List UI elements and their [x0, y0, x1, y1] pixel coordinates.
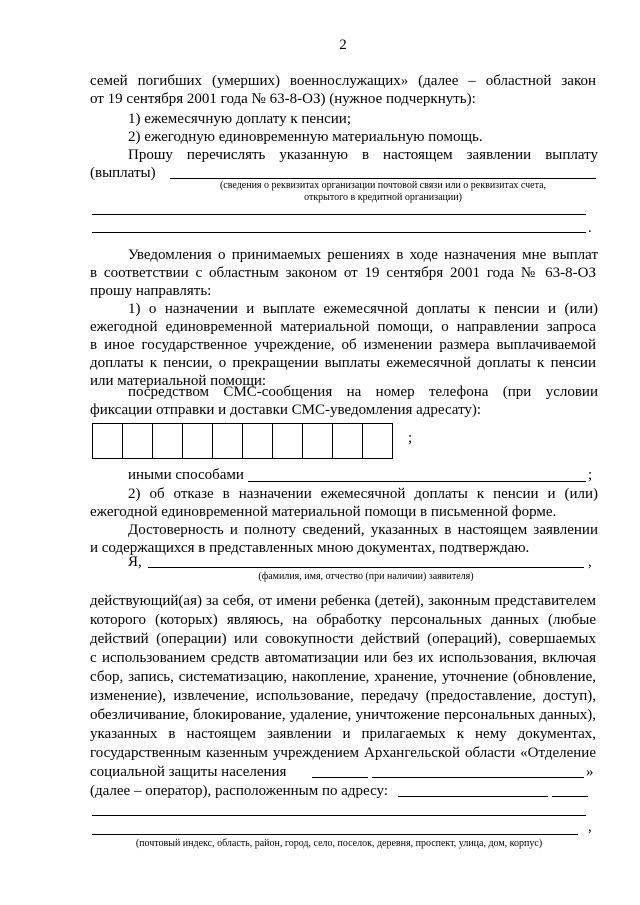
other-methods-field[interactable]: [248, 481, 586, 482]
text-line: Прошу перечислять указанную в настоящем заявлении выплату: [128, 147, 598, 163]
text-line: и содержащихся в представленных мною документах, подтверждаю.: [90, 540, 530, 556]
text-line: социальной защиты населения: [90, 764, 287, 780]
period-mark: .: [588, 220, 592, 236]
text-line: которого (которых) являюсь, на обработку персональных данных (любые: [90, 612, 596, 628]
text-line: ежегодной единовременной материальной помощи, о направлении запроса: [90, 319, 596, 335]
text-line: от 19 сентября 2001 года № 63-8-ОЗ) (нужное подчеркнуть):: [90, 91, 476, 107]
phone-digit-cell[interactable]: [92, 423, 123, 459]
comma-mark: ,: [588, 554, 592, 570]
phone-digit-cell[interactable]: [152, 423, 183, 459]
department-field-a[interactable]: [312, 777, 368, 778]
text-line: фиксации отправки и доставки СМС-уведомления адресату):: [90, 402, 482, 418]
phone-digit-cell[interactable]: [272, 423, 303, 459]
text-line: обезличивание, блокирование, удаление, уничтожение персональных данных),: [90, 707, 596, 723]
text-line: действий (операции) или совокупности действий (операций), совершаемых: [90, 631, 596, 647]
phone-digit-cell[interactable]: [332, 423, 363, 459]
caption-address: (почтовый индекс, область, район, город, село, поселок, деревня, проспект, улица, дом, корпус): [135, 838, 543, 849]
address-field-3[interactable]: [92, 834, 578, 835]
text-line: изменение), извлечение, использование, передачу (предоставление, доступ),: [90, 688, 596, 704]
text-line: Достоверность и полноту сведений, указанных в настоящем заявлении: [128, 522, 598, 538]
phone-digit-cell[interactable]: [122, 423, 153, 459]
option-annual[interactable]: 2) ежегодную единовременную материальную помощь.: [128, 129, 483, 145]
text-line: 1) о назначении и выплате ежемесячной доплаты к пенсии и (или): [128, 301, 598, 317]
caption-bank-1: (сведения о реквизитах организации почтовой связи или о реквизитах счета,: [219, 180, 547, 191]
page-number: 2: [339, 37, 347, 53]
caption-fio: (фамилия, имя, отчество (при наличии) заявителя): [258, 571, 474, 582]
text-line: действующий(ая) за себя, от имени ребенка (детей), законным представителем: [90, 593, 596, 609]
text-line: посредством СМС-сообщения на номер телефона (при условии: [128, 384, 598, 400]
phone-digit-cell[interactable]: [362, 423, 393, 459]
bank-details-field-3[interactable]: [92, 232, 586, 233]
phone-digit-cell[interactable]: [242, 423, 273, 459]
text-line: семей погибших (умерших) военнослужащих» (далее – областной закон: [90, 73, 596, 89]
address-field-a[interactable]: [398, 796, 548, 797]
text-line: в иное государственное учреждение, об изменении размера выплачиваемой: [90, 337, 596, 353]
address-field-2[interactable]: [92, 815, 586, 816]
text-line: в соответствии с областным законом от 19 сентября 2001 года № 63-8-ОЗ: [90, 265, 596, 281]
text-line: сбор, запись, систематизацию, накопление, хранение, уточнение (обновление,: [90, 669, 596, 685]
comma-mark: ,: [588, 819, 592, 835]
text-line: (далее – оператор), расположенным по адресу:: [90, 783, 389, 799]
option-monthly[interactable]: 1) ежемесячную доплату к пенсии;: [128, 111, 351, 127]
phone-digit-cell[interactable]: [302, 423, 333, 459]
address-field-b[interactable]: [552, 796, 588, 797]
text-line: с использованием средств автоматизации или без их использования, включая: [90, 650, 596, 666]
caption-bank-2: открытого в кредитной организации): [304, 192, 462, 203]
closing-quote: »: [586, 764, 594, 780]
semicolon-mark: ;: [588, 467, 593, 483]
bank-details-field-2[interactable]: [92, 214, 586, 215]
phone-number-boxes: [92, 423, 392, 459]
phone-digit-cell[interactable]: [182, 423, 213, 459]
department-field-b[interactable]: [372, 777, 584, 778]
bank-details-field[interactable]: [170, 178, 596, 179]
text-line: доплаты к пенсии, о прекращении выплаты ежемесячной доплаты к пенсии: [90, 355, 596, 371]
text-line: Я,: [128, 554, 142, 570]
text-line: или материальной помощи:: [90, 373, 267, 389]
text-line: прошу направлять:: [90, 283, 212, 299]
other-methods-label: иными способами: [128, 467, 244, 483]
phone-digit-cell[interactable]: [212, 423, 243, 459]
text-line: указанных в настоящем заявлении и прилагаемых к нему документах,: [90, 726, 596, 742]
text-line: ежегодной единовременной материальной помощи в письменной форме.: [90, 504, 557, 520]
fio-field[interactable]: [148, 567, 584, 568]
text-line: (выплаты): [90, 165, 156, 181]
text-line: Уведомления о принимаемых решениях в ходе назначения мне выплат: [128, 247, 598, 263]
semicolon-mark: ;: [408, 430, 413, 446]
text-line: 2) об отказе в назначении ежемесячной доплаты к пенсии и (или): [128, 486, 598, 502]
text-line: государственным казенным учреждением Архангельской области «Отделение: [90, 745, 596, 761]
